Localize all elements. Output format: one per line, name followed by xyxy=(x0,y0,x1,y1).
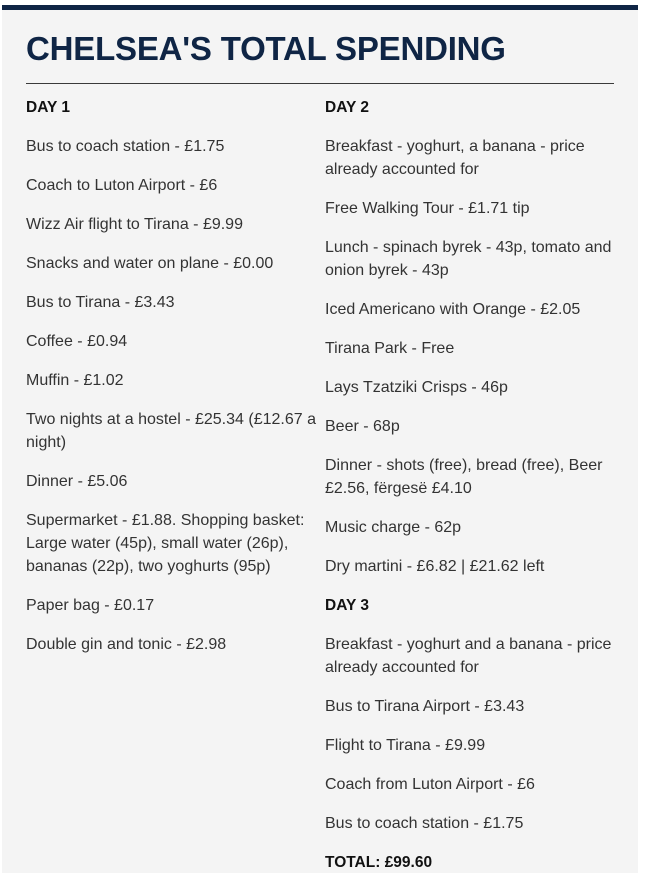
day2-heading: DAY 2 xyxy=(325,99,369,116)
day2-item: Tirana Park - Free xyxy=(325,340,455,357)
left-column xyxy=(26,96,318,672)
day1-item: Bus to Tirana - £3.43 xyxy=(26,294,175,311)
day2-item: Iced Americano with Orange - £2.05 xyxy=(325,301,581,318)
day1-item: Coach to Luton Airport - £6 xyxy=(26,177,218,194)
day3-heading: DAY 3 xyxy=(325,597,369,614)
day2-item: Music charge - 62p xyxy=(325,519,462,536)
day1-item: Muffin - £1.02 xyxy=(26,372,124,389)
day2-item: Dinner - shots (free), bread (free), Beer £2.56, fërgesë £4.10 xyxy=(325,457,603,497)
total-amount: TOTAL: £99.60 xyxy=(325,854,433,871)
day2-item: Dry martini - £6.82 | £21.62 left xyxy=(325,558,545,575)
day2-item: Breakfast - yoghurt, a banana - price already accounted for xyxy=(325,138,585,178)
day1-item: Paper bag - £0.17 xyxy=(26,597,155,614)
day1-item: Double gin and tonic - £2.98 xyxy=(26,636,227,653)
day3-item: Breakfast - yoghurt and a banana - price already accounted for xyxy=(325,636,612,676)
day1-item: Bus to coach station - £1.75 xyxy=(26,138,225,155)
day3-item: Bus to Tirana Airport - £3.43 xyxy=(325,698,525,715)
day1-item: Supermarket - £1.88. Shopping basket: Large water (45p), small water (26p), bananas (22p), two yoghurts (95p) xyxy=(26,512,305,575)
day3-item: Bus to coach station - £1.75 xyxy=(325,815,524,832)
right-column xyxy=(325,96,617,874)
day1-item: Wizz Air flight to Tirana - £9.99 xyxy=(26,216,243,233)
title-divider xyxy=(26,83,614,84)
day1-item: Coffee - £0.94 xyxy=(26,333,128,350)
day1-item: Dinner - £5.06 xyxy=(26,473,128,490)
spending-card xyxy=(2,5,638,873)
page-title: CHELSEA'S TOTAL SPENDING xyxy=(26,30,506,67)
day2-item: Lunch - spinach byrek - 43p, tomato and onion byrek - 43p xyxy=(325,239,612,279)
day2-item: Free Walking Tour - £1.71 tip xyxy=(325,200,530,217)
day3-item: Coach from Luton Airport - £6 xyxy=(325,776,535,793)
day1-item: Two nights at a hostel - £25.34 (£12.67 a night) xyxy=(26,411,316,451)
day1-item: Snacks and water on plane - £0.00 xyxy=(26,255,274,272)
day1-heading: DAY 1 xyxy=(26,99,70,116)
day2-item: Lays Tzatziki Crisps - 46p xyxy=(325,379,508,396)
day3-item: Flight to Tirana - £9.99 xyxy=(325,737,486,754)
day2-item: Beer - 68p xyxy=(325,418,400,435)
